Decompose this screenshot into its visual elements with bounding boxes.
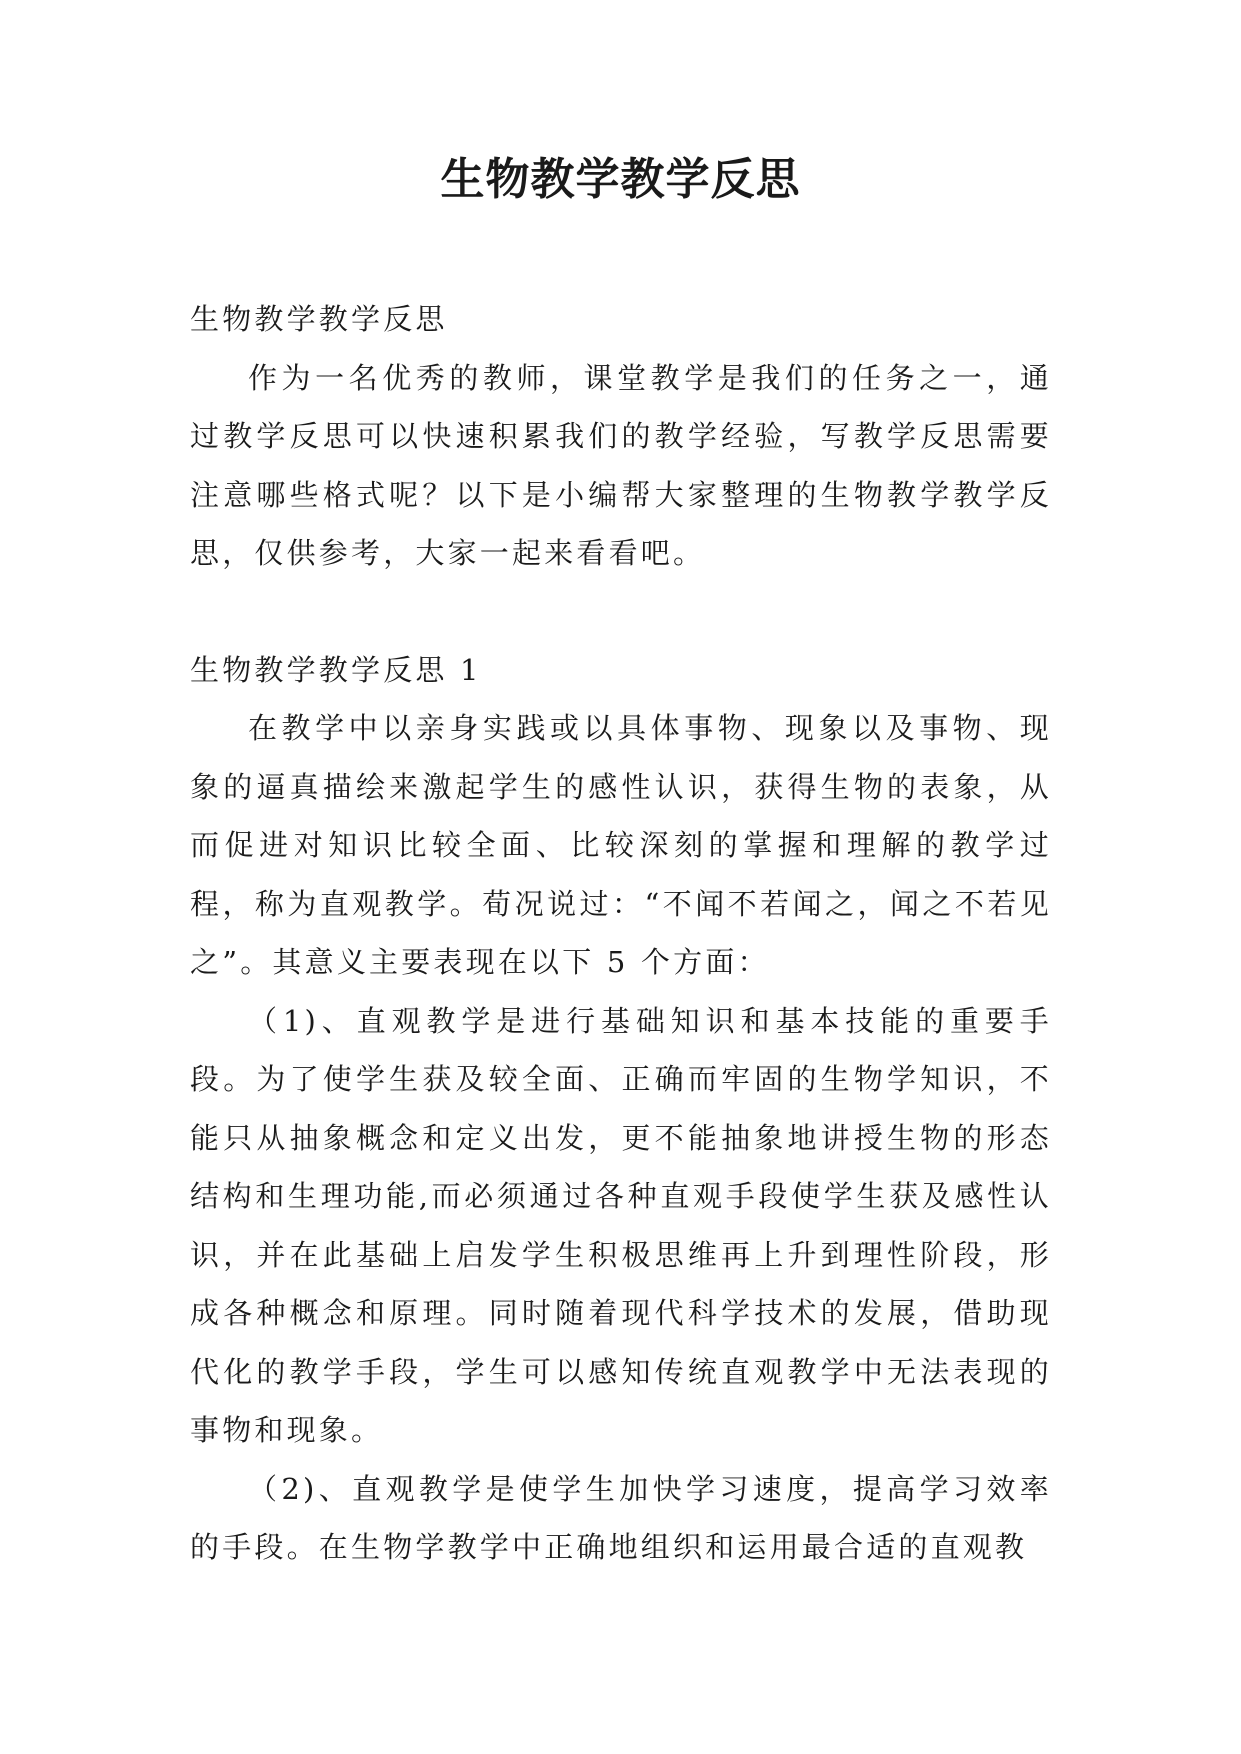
body-paragraph: 在教学中以亲身实践或以具体事物、现象以及事物、现象的逼真描绘来激起学生的感性认识，获得生物的表象，从而促进对知识比较全面、比较深刻的掌握和理解的教学过程，称为直观教学。荀况说过：“不闻不若闻之，闻之不若见之”。其意义主要表现在以下 5 个方面： — [190, 711, 1052, 979]
intro-paragraph: 作为一名优秀的教师，课堂教学是我们的任务之一，通过教学反思可以快速积累我们的教学经验，写教学反思需要注意哪些格式呢？以下是小编帮大家整理的生物教学教学反思，仅供参考，大家一起来看看吧。 — [190, 360, 1052, 570]
body-paragraph: （2)、直观教学是使学生加快学习速度，提高学习效率的手段。在生物学教学中正确地组织和运用最合适的直观教 — [190, 1471, 1052, 1564]
section-heading: 生物教学教学反思 1 — [190, 652, 482, 687]
body-paragraph: （1)、直观教学是进行基础知识和基本技能的重要手段。为了使学生获及较全面、正确而牢固的生物学知识，不能只从抽象概念和定义出发，更不能抽象地讲授生物的形态结构和生理功能,而必须通过各种直观手段使学生获及感性认识，并在此基础上启发学生积极思维再上升到理性阶段，形成各种概念和原理。同时随着现代科学技术的发展，借助现代化的教学手段，学生可以感知传统直观教学中无法表现的事物和现象。 — [190, 1003, 1052, 1447]
subtitle: 生物教学教学反思 — [190, 302, 448, 336]
paragraph-gap — [190, 583, 1052, 641]
document-title: 生物教学教学反思 — [440, 154, 801, 205]
document-body — [190, 290, 1052, 1577]
